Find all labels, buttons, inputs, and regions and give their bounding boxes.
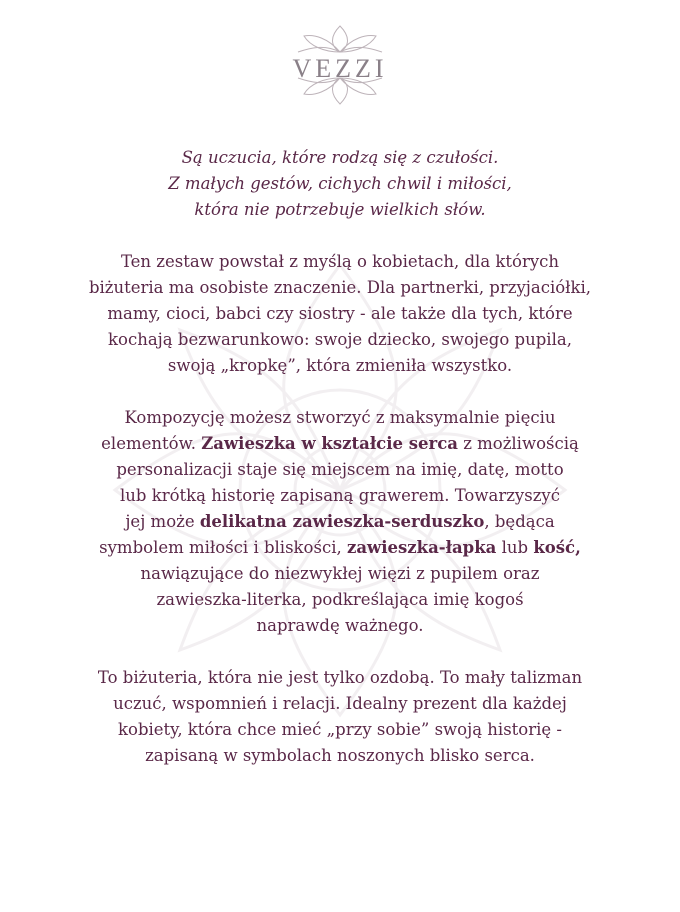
text-line: biżuteria ma osobiste znaczenie. Dla partnerki, przyjaciółki, — [88, 278, 592, 297]
text-line: Ten zestaw powstał z myślą o kobietach, dla których — [120, 252, 560, 271]
text-line: zawieszka-literka, podkreślająca imię kogoś — [156, 590, 524, 609]
text-line: zapisaną w symbolach noszonych blisko serca. — [145, 746, 535, 765]
brand-name: VEZZI — [292, 54, 388, 83]
text-line: Kompozycję możesz stworzyć z maksymalnie pięciu — [124, 408, 556, 427]
text-line: To biżuteria, która nie jest tylko ozdobą. To mały talizman — [97, 668, 583, 687]
text-line: nawiązujące do niezwykłej więzi z pupilem oraz — [140, 564, 540, 583]
bold-paw: zawieszka-łapka — [346, 538, 497, 557]
intro-line: Z małych gestów, cichych chwil i miłości, — [168, 174, 512, 193]
bold-bone: kość, — [533, 538, 581, 557]
text-line: lub krótką historię zapisaną grawerem. Towarzyszyć — [120, 486, 560, 505]
text-line: symbolem miłości i bliskości, zawieszka-łapka lub kość, — [99, 538, 581, 557]
text-line: kochają bezwarunkowo: swoje dziecko, swojego pupila, — [108, 330, 572, 349]
brand-logo — [290, 22, 390, 108]
text-line: jej może delikatna zawieszka-serduszko, będąca — [125, 512, 555, 531]
text-line: uczuć, wspomnień i relacji. Idealny prezent dla każdej — [113, 694, 567, 713]
bold-heart-pendant: Zawieszka w kształcie serca — [201, 434, 458, 453]
text-line: mamy, cioci, babci czy siostry - ale także dla tych, które — [107, 304, 573, 323]
text-line: naprawdę ważnego. — [256, 616, 424, 635]
description-text — [60, 145, 620, 795]
intro-paragraph — [60, 145, 620, 223]
text-line: swoją „kropkę”, która zmieniła wszystko. — [167, 356, 513, 375]
paragraph-closing — [60, 665, 620, 769]
paragraph-composition — [60, 405, 620, 639]
paragraph-audience — [60, 249, 620, 379]
intro-line: Są uczucia, które rodzą się z czułości. — [181, 148, 499, 167]
text-line: personalizacji staje się miejscem na imię, datę, motto — [116, 460, 564, 479]
text-line: kobiety, która chce mieć „przy sobie” swoją historię - — [118, 720, 562, 739]
text-line: elementów. Zawieszka w kształcie serca z możliwością — [101, 434, 579, 453]
intro-line: która nie potrzebuje wielkich słów. — [194, 200, 486, 219]
bold-small-heart: delikatna zawieszka-serduszko — [199, 512, 485, 531]
